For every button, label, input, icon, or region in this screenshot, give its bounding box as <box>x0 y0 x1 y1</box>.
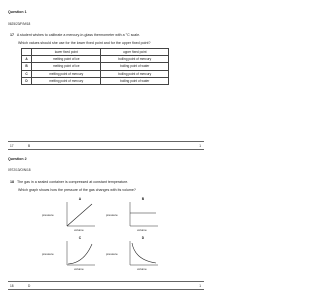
graph-b-ylabel: pressure <box>106 213 118 217</box>
mark-answer: D <box>28 283 31 288</box>
graph-d-curve <box>132 243 156 263</box>
question-2-prompt: Which graph shows how the pressure of the gas changes with its volume? <box>18 188 136 192</box>
question-2-number: 18 <box>10 180 14 184</box>
question-1-number: 17 <box>10 33 14 37</box>
graph-d-plot <box>129 240 159 266</box>
graph-c-curve <box>68 244 92 264</box>
graph-d-letter: D <box>141 236 145 240</box>
question-2-code: 0972/13/O/N/18 <box>8 168 31 172</box>
question-1-title: Question 1 <box>8 10 27 14</box>
answer-table-header <box>22 49 169 56</box>
table-row <box>22 77 169 84</box>
lower-fixed-point-cell: melting point of mercury <box>32 77 101 84</box>
upper-fixed-point-cell: boiling point of mercury <box>101 70 169 77</box>
table-row <box>22 70 169 77</box>
mark-score: 1 <box>199 283 201 288</box>
header-upper-fixed-point: upper fixed point <box>101 49 169 56</box>
graph-b-letter: B <box>141 197 145 201</box>
upper-fixed-point-cell: boiling point of water <box>101 77 169 84</box>
lower-fixed-point-cell: melting point of mercury <box>32 70 101 77</box>
mark-answer: B <box>28 143 31 148</box>
mark-question-number: 18 <box>10 283 14 288</box>
graph-a-plot <box>66 201 96 227</box>
graph-c-plot <box>66 240 96 266</box>
option-letter: B <box>22 63 32 70</box>
upper-fixed-point-cell: boiling point of water <box>101 63 169 70</box>
graph-a-line <box>67 204 92 226</box>
lower-fixed-point-cell: melting point of ice <box>32 56 101 63</box>
graph-a-xlabel: volume <box>74 228 84 232</box>
graph-a-letter: A <box>78 197 82 201</box>
question-1-prompt: Which values should she use for the lower fixed point and for the upper fixed point? <box>18 41 151 45</box>
answer-table <box>21 48 169 85</box>
table-row <box>22 56 169 63</box>
question-2-stem <box>10 180 200 184</box>
graph-d-xlabel: volume <box>137 267 147 271</box>
option-letter: D <box>22 77 32 84</box>
graph-d-ylabel: pressure <box>106 252 118 256</box>
question-2-title: Question 2 <box>8 157 27 161</box>
graph-b-xlabel: volume <box>137 228 147 232</box>
upper-fixed-point-cell: boiling point of mercury <box>101 56 169 63</box>
option-letter: A <box>22 56 32 63</box>
graph-b-plot <box>129 201 159 227</box>
table-row <box>22 63 169 70</box>
question-2-mark-row <box>8 281 204 290</box>
lower-fixed-point-cell: melting point of ice <box>32 63 101 70</box>
question-1-code: 0625/23/F/M/18 <box>8 22 31 26</box>
mark-question-number: 17 <box>10 143 14 148</box>
option-letter: C <box>22 70 32 77</box>
header-blank <box>22 49 32 56</box>
question-2-text: The gas in a sealed container is compressed at constant temperature. <box>16 180 129 184</box>
question-1-mark-row <box>8 141 204 150</box>
question-1-text: A student wishes to calibrate a mercury-in-glass thermometer with a °C scale. <box>16 33 141 37</box>
graph-a-ylabel: pressure <box>42 213 54 217</box>
graph-c-letter: C <box>78 236 82 240</box>
mark-score: 1 <box>199 143 201 148</box>
header-lower-fixed-point: lower fixed point <box>32 49 101 56</box>
graph-c-ylabel: pressure <box>42 252 54 256</box>
question-1-stem <box>10 33 200 37</box>
graph-c-xlabel: volume <box>74 267 84 271</box>
